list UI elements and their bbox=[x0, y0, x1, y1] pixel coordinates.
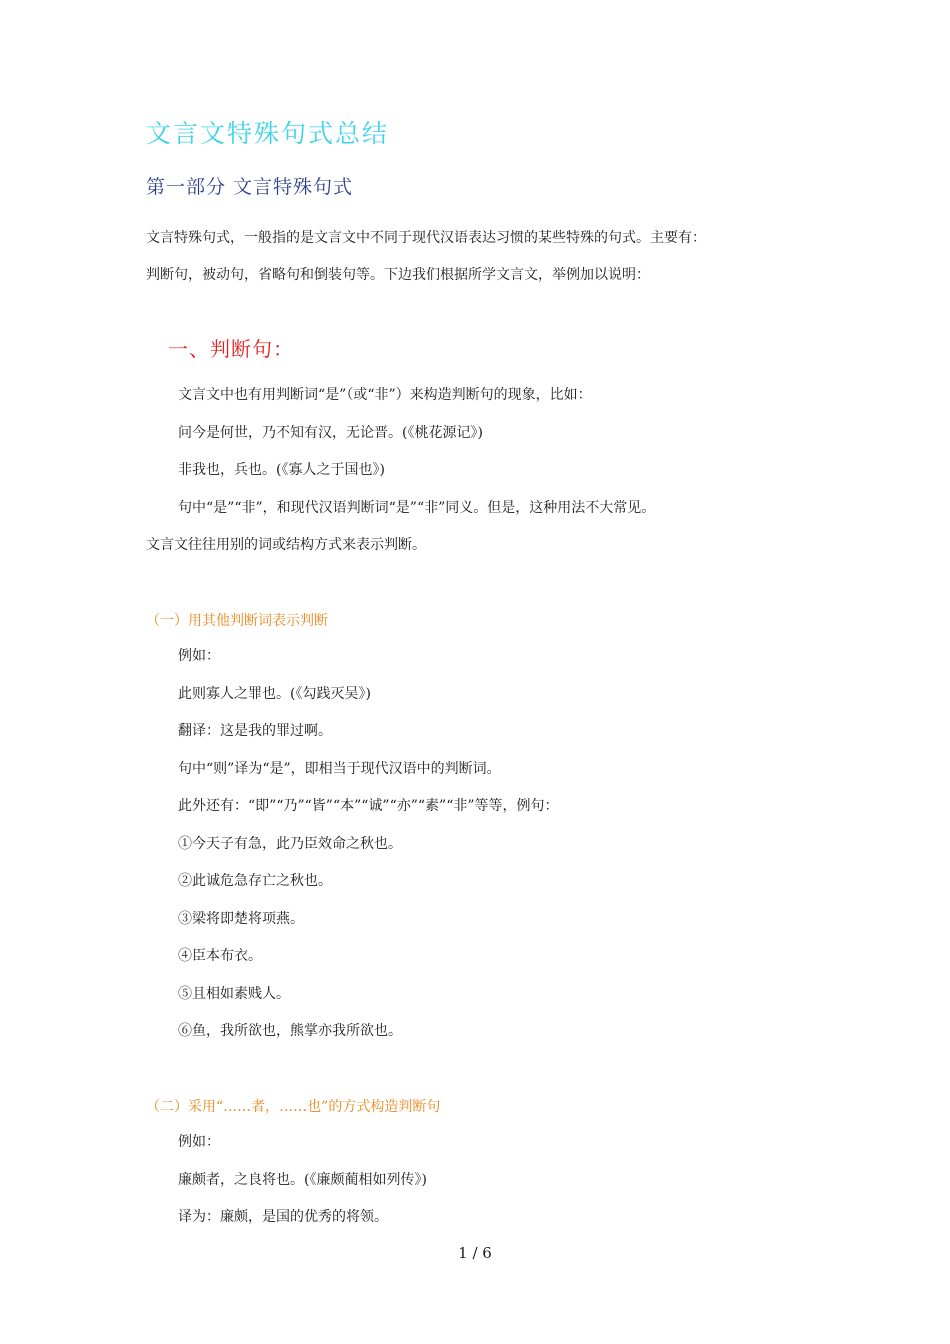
subsection-heading-1: （一）用其他判断词表示判断 bbox=[146, 613, 328, 629]
example-line: 问今是何世，乃不知有汉，无论晋。(《桃花源记》) bbox=[178, 424, 483, 441]
example-line: 此则寡人之罪也。(《勾践灭吴》) bbox=[178, 685, 371, 702]
document-title: 文言文特殊句式总结 bbox=[146, 119, 390, 148]
intro-line: 判断句，被动句，省略句和倒装句等。下边我们根据所学文言文，举例加以说明： bbox=[146, 267, 650, 283]
paragraph-line: 句中“是”“非”，和现代汉语判断词“是”“非”同义。但是，这种用法不大常见。 bbox=[178, 499, 656, 516]
paragraph-line: 例如： bbox=[178, 1134, 220, 1150]
intro-paragraph bbox=[146, 220, 826, 294]
example-line: ④臣本布衣。 bbox=[178, 948, 262, 964]
subsection1-body bbox=[146, 638, 559, 1051]
paragraph-line: 此外还有：“即”“乃”“皆”“本”“诚”“亦”“素”“非”等等，例句： bbox=[178, 798, 559, 814]
example-line: ⑤且相如素贱人。 bbox=[178, 985, 290, 1002]
example-line: 非我也，兵也。(《寡人之于国也》) bbox=[178, 462, 385, 478]
example-line: ②此诚危急存亡之秋也。 bbox=[178, 873, 332, 889]
paragraph-line: 句中“则”译为“是”，即相当于现代汉语中的判断词。 bbox=[178, 760, 501, 777]
paragraph-line: 文言文往往用别的词或结构方式来表示判断。 bbox=[146, 537, 426, 553]
paragraph-line: 例如： bbox=[178, 648, 220, 664]
translation-line: 翻译：这是我的罪过啊。 bbox=[178, 723, 332, 739]
example-line: 廉颇者，之良将也。(《廉颇蔺相如列传》) bbox=[178, 1171, 427, 1188]
section-heading-judgment: 一、判断句： bbox=[168, 337, 294, 361]
translation-line: 译为：廉颇，是国的优秀的将领。 bbox=[178, 1209, 388, 1225]
part-title: 第一部分 文言特殊句式 bbox=[146, 176, 354, 198]
section1-body bbox=[146, 377, 655, 565]
example-line: ③梁将即楚将项燕。 bbox=[178, 910, 304, 927]
intro-line: 文言特殊句式，一般指的是文言文中不同于现代汉语表达习惯的某些特殊的句式。主要有： bbox=[146, 230, 706, 246]
paragraph-line: 文言文中也有用判断词“是”（或“非”）来构造判断句的现象，比如： bbox=[178, 387, 592, 403]
example-line: ①今天子有急，此乃臣效命之秋也。 bbox=[178, 835, 402, 852]
subsection-heading-2: （二）采用“……者，……也”的方式构造判断句 bbox=[146, 1099, 441, 1115]
page-indicator: 1 / 6 bbox=[458, 1244, 492, 1262]
example-line: ⑥鱼，我所欲也，熊掌亦我所欲也。 bbox=[178, 1023, 402, 1039]
subsection2-body bbox=[146, 1124, 427, 1237]
